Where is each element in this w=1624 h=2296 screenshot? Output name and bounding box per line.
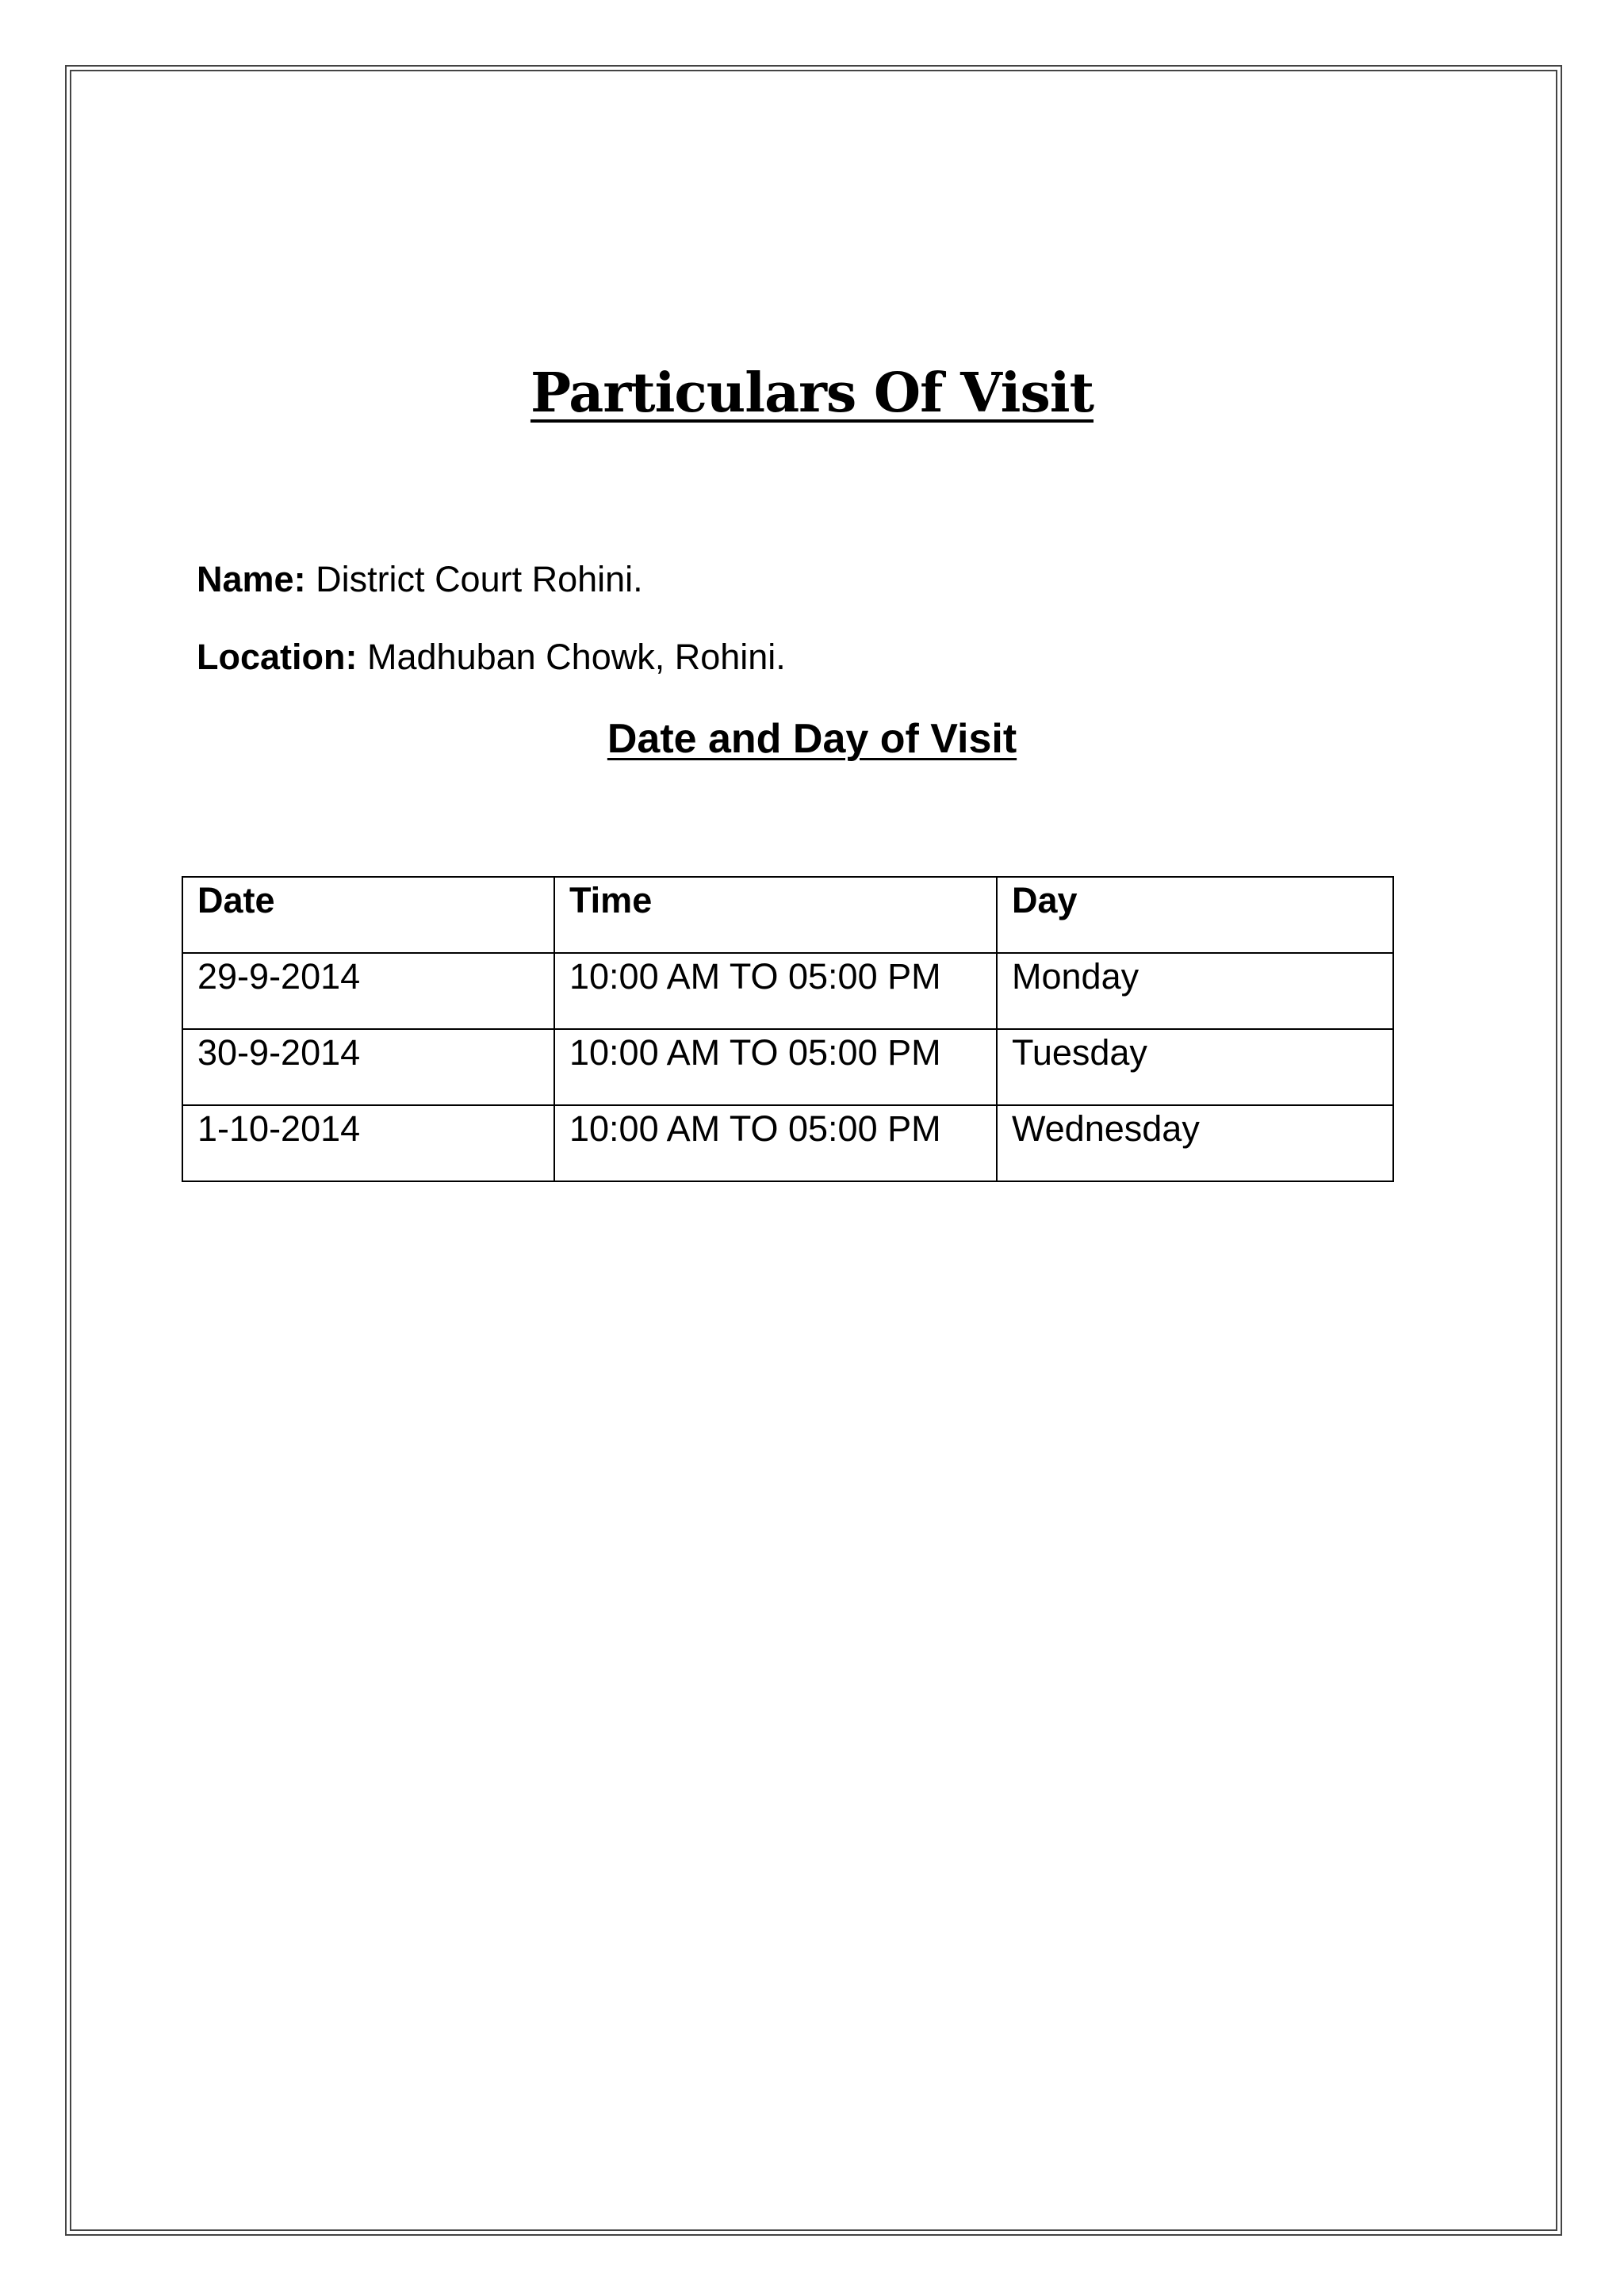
section-subtitle-text: Date and Day of Visit [607,716,1017,762]
cell-time: 10:00 AM TO 05:00 PM [554,1105,997,1181]
page-title-text: Particulars Of Visit [530,362,1094,425]
visit-table [182,876,1394,1182]
table-row [182,953,1393,1029]
table-header-row [182,877,1393,953]
cell-day: Monday [997,953,1393,1029]
cell-day: Wednesday [997,1105,1393,1181]
cell-time: 10:00 AM TO 05:00 PM [554,953,997,1029]
header-time: Time [554,877,997,953]
name-field [197,561,643,597]
name-label: Name: [197,559,306,599]
cell-date: 30-9-2014 [182,1029,554,1105]
cell-date: 29-9-2014 [182,953,554,1029]
section-subtitle [0,718,1624,760]
name-value: District Court Rohini. [316,559,643,599]
table-row [182,1029,1393,1105]
location-label: Location: [197,637,358,677]
location-value: Madhuban Chowk, Rohini. [367,637,786,677]
page-title [0,362,1624,425]
header-date: Date [182,877,554,953]
cell-time: 10:00 AM TO 05:00 PM [554,1029,997,1105]
cell-day: Tuesday [997,1029,1393,1105]
header-day: Day [997,877,1393,953]
table-row [182,1105,1393,1181]
cell-date: 1-10-2014 [182,1105,554,1181]
location-field [197,639,786,675]
